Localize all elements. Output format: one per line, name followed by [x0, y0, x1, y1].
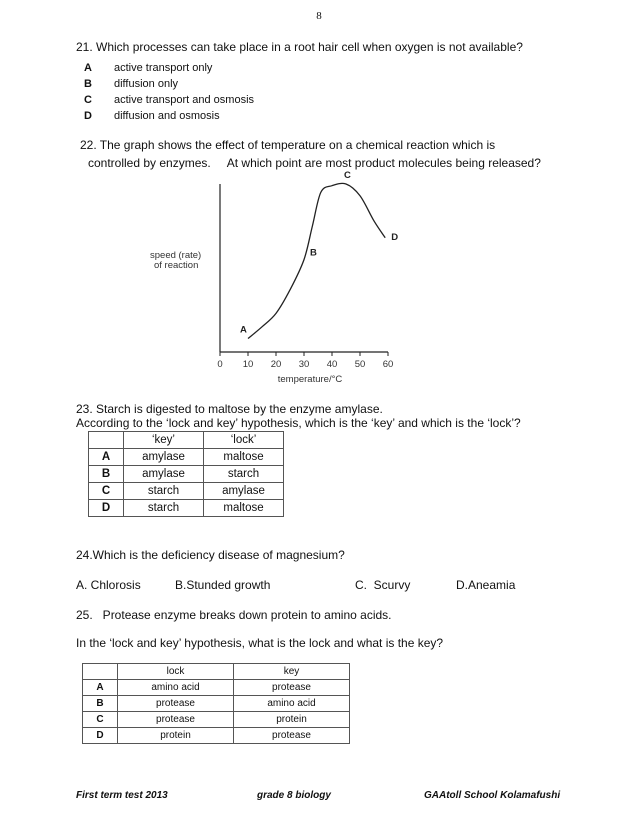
q24-option-c: C. Scurvy	[355, 578, 411, 592]
q23-header-lock: ‘lock’	[204, 432, 284, 449]
q23-header-key: ‘key’	[124, 432, 204, 449]
x-tick-label: 30	[298, 359, 310, 370]
question-22-line1: 22. The graph shows the effect of temperature on a chemical reaction which is	[80, 138, 496, 152]
point-label-a: A	[240, 324, 247, 336]
table-row: D protein protease	[83, 728, 350, 744]
q24-option-b: B.Stunded growth	[175, 578, 271, 592]
point-label-b: B	[310, 247, 317, 259]
question-25-line1: 25. Protease enzyme breaks down protein to amino acids.	[76, 608, 392, 622]
footer-center: grade 8 biology	[257, 790, 331, 801]
question-23-line2: According to the ‘lock and key’ hypothesis, which is the ‘key’ and which is the ‘lock’?	[76, 416, 521, 430]
q25-header-row	[83, 664, 350, 680]
q25-header-lock: lock	[118, 664, 234, 680]
q25-table	[82, 663, 350, 744]
table-row: C protease protein	[83, 712, 350, 728]
q21-option-d: D diffusion and osmosis	[84, 110, 220, 122]
x-tick-label: 20	[270, 359, 282, 370]
table-row: D starch maltose	[89, 500, 284, 517]
footer-left: First term test 2013	[76, 790, 168, 801]
y-axis-label-line2: of reaction	[154, 260, 199, 271]
x-tick-label: 40	[326, 359, 338, 370]
table-row: A amino acid protease	[83, 680, 350, 696]
x-tick-label: 60	[382, 359, 394, 370]
page-number: 8	[316, 10, 322, 22]
q23-header-letter	[89, 432, 124, 449]
q21-option-b: B diffusion only	[84, 78, 179, 90]
x-tick-label: 0	[217, 359, 223, 370]
point-label-c: C	[344, 170, 351, 181]
point-label-d: D	[391, 231, 399, 243]
table-row: A amylase maltose	[89, 449, 284, 466]
x-axis-label: temperature/°C	[277, 374, 343, 385]
q23-table	[88, 431, 284, 517]
q24-option-a: A. Chlorosis	[76, 578, 141, 592]
question-21-text: 21. Which processes can take place in a root hair cell when oxygen is not available?	[76, 40, 523, 54]
question-24-text: 24.Which is the deficiency disease of magnesium?	[76, 548, 345, 562]
footer-right: GAAtoll School Kolamafushi	[424, 790, 561, 801]
x-tick-label: 10	[242, 359, 254, 370]
q24-option-d: D.Aneamia	[456, 578, 516, 592]
y-axis-label-line1: speed (rate)	[150, 250, 202, 261]
table-row: B protease amino acid	[83, 696, 350, 712]
question-23-line1: 23. Starch is digested to maltose by the enzyme amylase.	[76, 402, 383, 416]
q25-header-letter	[83, 664, 118, 680]
reaction-rate-curve	[248, 183, 385, 338]
q23-header-row	[89, 432, 284, 449]
x-tick-label: 50	[354, 359, 366, 370]
question-22-line2: controlled by enzymes. At which point are most product molecules being released?	[88, 156, 541, 170]
table-row: B amylase starch	[89, 466, 284, 483]
table-row: C starch amylase	[89, 483, 284, 500]
enzyme-temperature-chart	[130, 170, 420, 392]
question-25-line2: In the ‘lock and key’ hypothesis, what is the lock and what is the key?	[76, 636, 444, 650]
q21-option-a: A active transport only	[84, 62, 213, 74]
q25-header-key: key	[234, 664, 350, 680]
q21-option-c: C active transport and osmosis	[84, 94, 255, 106]
